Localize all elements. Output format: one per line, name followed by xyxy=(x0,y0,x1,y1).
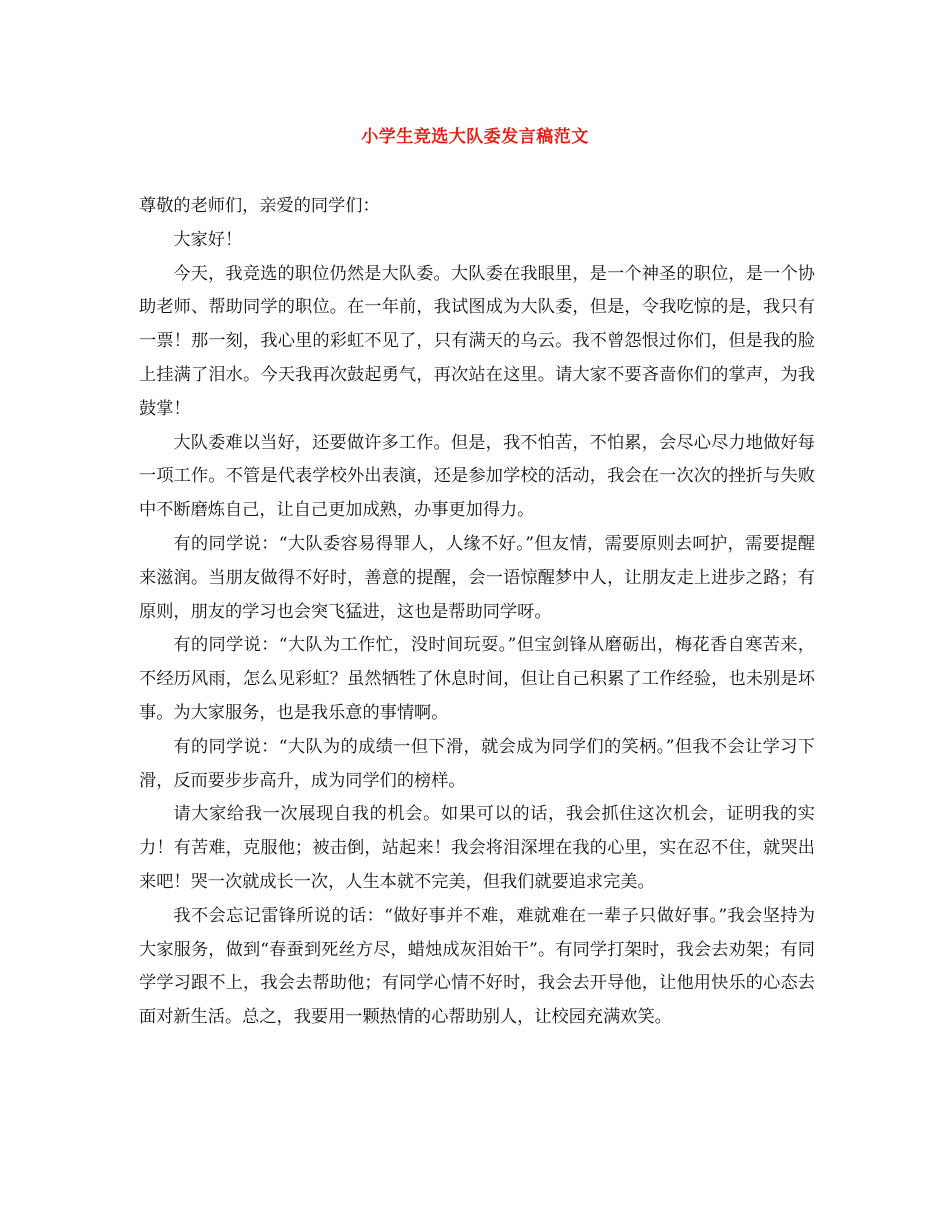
paragraph-busy: 有的同学说：“大队为工作忙，没时间玩耍。”但宝剑锋从磨砺出，梅花香自寒苦来，不经历风雨，怎么见彩虹？虽然牺牲了休息时间，但让自己积累了工作经验，也未别是坏事。为大家服务，也是我乐意的事情啊。 xyxy=(139,635,815,723)
paragraph-grades: 有的同学说：“大队为的成绩一但下滑，就会成为同学们的笑柄。”但我不会让学习下滑，反而要步步高升，成为同学们的榜样。 xyxy=(139,736,815,791)
paragraph-commitment: 大队委难以当好，还要做许多工作。但是，我不怕苦，不怕累，会尽心尽力地做好每一项工作。不管是代表学校外出表演，还是参加学校的活动，我会在一次次的挫折与失败中不断磨炼自己，让自己更加成熟，办事更加得力。 xyxy=(139,432,815,521)
paragraph-leifeng: 我不会忘记雷锋所说的话：“做好事并不难，难就难在一辈子只做好事。”我会坚持为大家服务，做到“春蚕到死丝方尽，蜡烛成灰泪始干”。有同学打架时，我会去劝架；有同学学习跟不上，我会去帮助他；有同学心情不好时，我会去开导他，让他用快乐的心态去面对新生活。总之，我要用一颗热情的心帮助别人，让校园充满欢笑。 xyxy=(139,905,815,1028)
paragraph-greeting: 大家好！ xyxy=(173,229,243,250)
salutation: 尊敬的老师们，亲爱的同学们： xyxy=(139,196,380,216)
paragraph-intro: 今天，我竞选的职位仍然是大队委。大队委在我眼里，是一个神圣的职位，是一个协助老师、帮助同学的职位。在一年前，我试图成为大队委，但是，令我吃惊的是，我只有一票！那一刻，我心里的彩虹不见了，只有满天的乌云。我不曾怨恨过你们，但是我的脸上挂满了泪水。今天我再次鼓起勇气，再次站在这里。请大家不要吝啬你们的掌声，为我鼓掌！ xyxy=(139,263,815,419)
document-title: 小学生竞选大队委发言稿范文 xyxy=(361,127,589,147)
paragraph-friendship: 有的同学说：“大队委容易得罪人，人缘不好。”但友情，需要原则去呵护，需要提醒来滋润。当朋友做得不好时，善意的提醒，会一语惊醒梦中人，让朋友走上进步之路；有原则，朋友的学习也会突飞猛进，这也是帮助同学呀。 xyxy=(139,533,815,622)
paragraph-opportunity: 请大家给我一次展现自我的机会。如果可以的话，我会抓住这次机会，证明我的实力！有苦难，克服他；被击倒，站起来！我会将泪深埋在我的心里，实在忍不住，就哭出来吧！哭一次就成长一次，人生本就不完美，但我们就要追求完美。 xyxy=(139,804,815,892)
document-body xyxy=(139,190,815,1035)
